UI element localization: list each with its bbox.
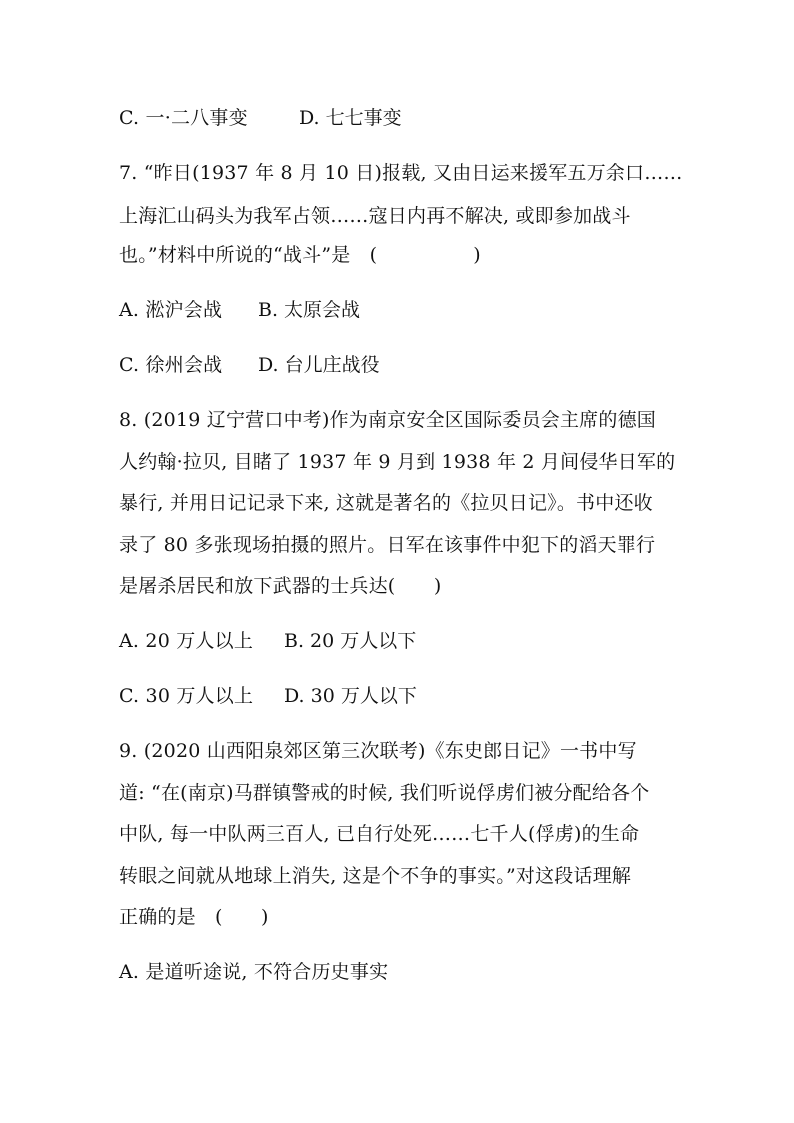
- q8-stem-line-1: 8. (2019 辽宁营口中考)作为南京安全区国际委员会主席的德国: [119, 409, 656, 431]
- q7-option-b: B. 太原会战: [258, 299, 361, 321]
- q9-option-a: A. 是道听途说, 不符合历史事实: [119, 961, 389, 983]
- q8-option-a: A. 20 万人以上: [119, 630, 254, 652]
- q7-stem-line-3: 也。”材料中所说的“战斗”是 ( ): [119, 244, 481, 266]
- q7-option-a: A. 淞沪会战: [119, 299, 223, 321]
- q7-stem-line-1: 7. “昨日(1937 年 8 月 10 日)报载, 又由日运来援军五万余口……: [119, 162, 683, 184]
- q8-stem-line-3: 暴行, 并用日记记录下来, 这就是著名的《拉贝日记》。书中还收: [119, 492, 653, 514]
- q8-option-d: D. 30 万人以下: [284, 685, 417, 707]
- q6-option-d: D. 七七事变: [299, 107, 402, 129]
- q7-option-c: C. 徐州会战: [119, 354, 223, 376]
- q6-option-c: C. 一·二八事变: [119, 107, 248, 129]
- q9-stem-line-3: 中队, 每一中队两三百人, 已自行处死……七千人(俘虏)的生命: [119, 823, 640, 845]
- q8-stem-line-4: 录了 80 多张现场拍摄的照片。日军在该事件中犯下的滔天罪行: [119, 534, 656, 556]
- q8-option-c: C. 30 万人以上: [119, 685, 254, 707]
- q8-stem-line-5: 是屠杀居民和放下武器的士兵达( ): [119, 575, 442, 597]
- q9-stem-line-5: 正确的是 ( ): [119, 906, 269, 928]
- q8-option-b: B. 20 万人以下: [284, 630, 417, 652]
- q7-option-d: D. 台儿庄战役: [258, 354, 380, 376]
- q9-stem-line-4: 转眼之间就从地球上消失, 这是个不争的事实。”对这段话理解: [119, 865, 632, 887]
- q9-stem-line-1: 9. (2020 山西阳泉郊区第三次联考)《东史郎日记》一书中写: [119, 740, 637, 762]
- q7-stem-line-2: 上海汇山码头为我军占领……寇日内再不解决, 或即参加战斗: [119, 205, 631, 227]
- q8-stem-line-2: 人约翰·拉贝, 目睹了 1937 年 9 月到 1938 年 2 月间侵华日军的: [119, 451, 676, 473]
- q9-stem-line-2: 道: “在(南京)马群镇警戒的时候, 我们听说俘虏们被分配给各个: [119, 782, 650, 804]
